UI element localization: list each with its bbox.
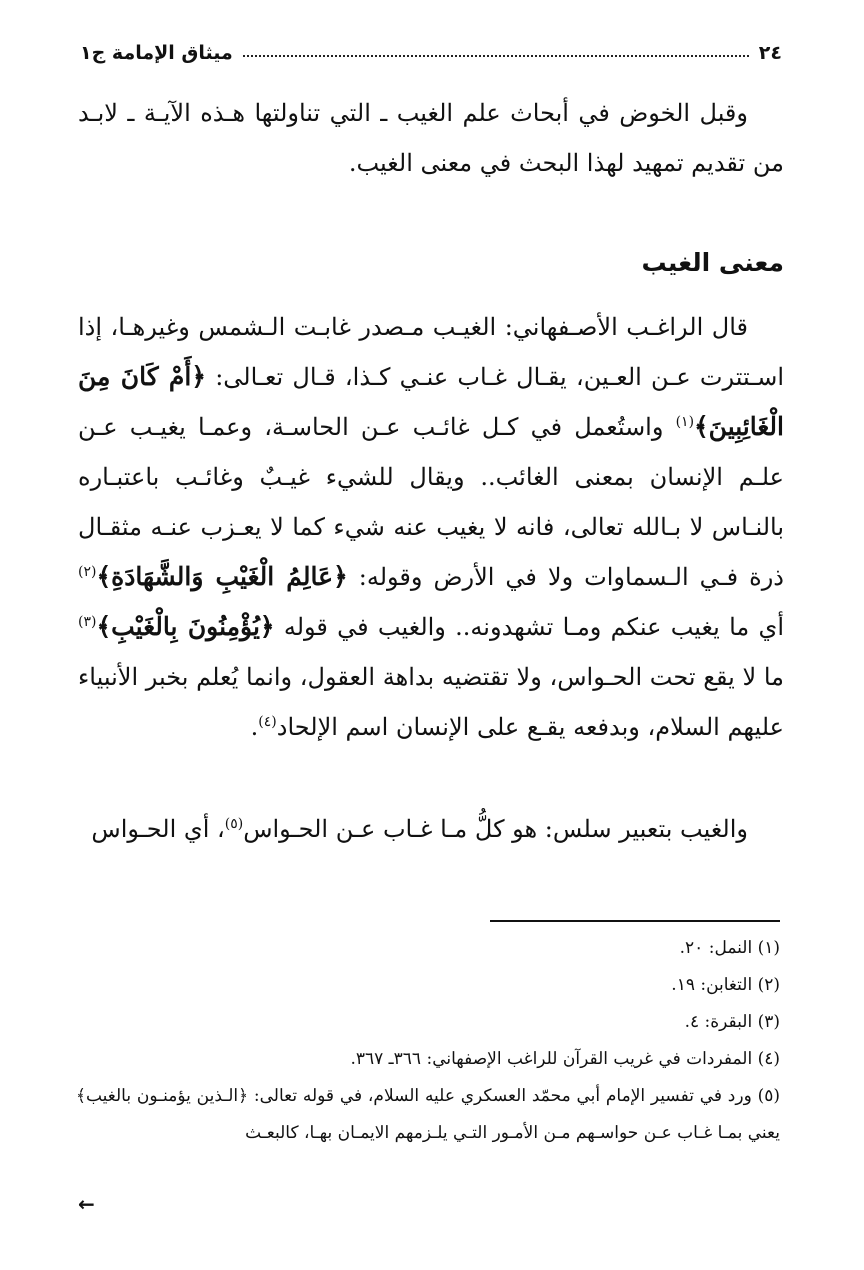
running-title: ميثاق الإمامة ج١	[80, 42, 233, 64]
quran-quote-2: ﴿عَالِمُ الْغَيْبِ وَالشَّهَادَةِ﴾	[96, 562, 348, 591]
main-text-4: ما لا يقع تحت الحـواس، ولا تقتضيه بداهة العقول، وانما يُعلم بخبر الأنبياء عليهم السلام، وبدفعه يقـع على الإنسان اسم الإلحاد	[78, 663, 784, 741]
page-header	[80, 30, 782, 64]
quran-quote-1: ﴿أَمْ كَانَ مِنَ الْغَائِبِينَ﴾	[78, 362, 784, 441]
footnote-ref-3: (٣)	[78, 614, 97, 630]
footnote-4: (٤) المفردات في غريب القرآن للراغب الإصفهاني: ٣٦٦ـ ٣٦٧.	[350, 1049, 780, 1069]
intro-paragraph: وقبل الخوض في أبحاث علم الغيب ـ التي تناولتها هـذه الآيـة ـ لابـد من تقديم تمهيد لهذا البحث في معنى الغيب.	[78, 99, 784, 177]
last-text-1: والغيب بتعبير سلس: هو كلُّ مـا غـاب عـن الحـواس	[243, 815, 748, 843]
section-heading: معنى الغيب	[641, 248, 784, 277]
continue-arrow-icon: ←	[78, 1192, 95, 1216]
footnote-2: (٢) التغابن: ١٩.	[671, 975, 780, 995]
footnote-ref-5: (٥)	[224, 816, 244, 832]
footnote-separator	[490, 920, 780, 922]
footnote-ref-4: (٤)	[258, 714, 277, 730]
footnotes	[76, 930, 780, 1152]
last-text-2: ، أي الحـواس	[91, 815, 225, 843]
page-number: ٢٤	[758, 42, 782, 64]
main-text-5: .	[250, 713, 259, 741]
main-text-1: قال الراغـب الأصـفهاني: الغيـب مـصدر غابـت الـشمس وغيرهـا، إذا اسـتترت عـن العـين، يقـال غـاب عنـي كـذا، قـال تعـالى:	[78, 313, 784, 391]
footnote-ref-1: (١)	[675, 414, 695, 430]
quran-quote-3: ﴿يُؤْمِنُونَ بِالْغَيْبِ﴾	[96, 612, 275, 641]
footnote-5: (٥) ورد في تفسير الإمام أبي محمّد العسكري عليه السلام، في قوله تعالى: ﴿الـذين يؤمنـون بالغيب﴾ يعني بمـا غـاب عـن حواسـهم مـن الأمـور التـي يلـزمهم الايمـان بهـا، كالبعـث	[76, 1086, 780, 1143]
header-dotted-leader	[243, 55, 749, 57]
footnote-1: (١) النمل: ٢٠.	[679, 938, 780, 958]
footnote-3: (٣) البقرة: ٤.	[684, 1012, 780, 1032]
main-text-2: واستُعمل في كـل غائـب عـن الحاسـة، وعمـا يغيـب عـن علـم الإنسان بمعنى الغائب.. ويقال للشيء غيـبٌ وغائـب باعتبـاره بالنـاس لا بـالله تعالى، فانه لا يغيب عنه شيء كما لا يعـزب عنـه مثقـال ذرة فـي الـسماوات ولا في الأرض وقوله:	[78, 413, 784, 591]
main-paragraph	[78, 302, 784, 752]
footnote-ref-2: (٢)	[78, 564, 97, 580]
last-paragraph	[78, 804, 784, 854]
main-text-3: أي ما يغيب عنكم ومـا تشهدونه.. والغيب في قوله	[283, 613, 784, 641]
